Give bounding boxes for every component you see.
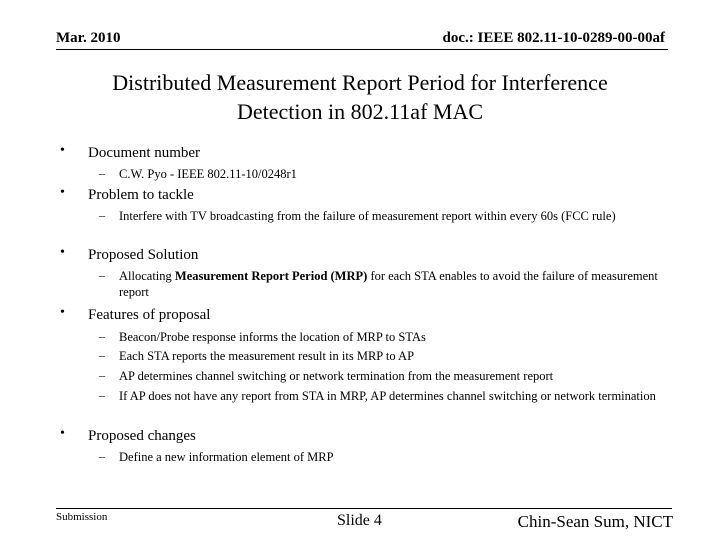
bullet-icon: • [60,185,65,200]
bullet-label: Proposed Solution [88,247,199,263]
bullet-icon: • [60,305,65,320]
bullet-label: Document number [88,145,201,161]
header-date: Mar. 2010 [56,30,121,46]
dash-icon: – [99,166,105,180]
mrp-term: Measurement Report Period (MRP) [174,269,368,283]
sub-item-text: Define a new information element of MRP [119,450,334,464]
sub-item-text: Beacon/Probe response informs the location of MRP to STAs [119,330,426,344]
bullet-icon: • [60,143,65,158]
dash-icon: – [99,208,105,222]
sub-item-text: If AP does not have any report from STA in MRP, AP determines channel switching or network termination [119,389,656,403]
bullet-icon: • [60,426,65,441]
dash-icon: – [99,268,105,282]
footer-author: Chin-Sean Sum, NICT [517,512,673,531]
dash-icon: – [99,348,105,362]
slide-title-line-1: Distributed Measurement Report Period for Interference [112,70,608,95]
bullet-icon: • [60,245,65,260]
slide-title-line-2: Detection in 802.11af MAC [236,99,484,124]
footer-submission: Submission [56,511,108,523]
sub-item-text: AP determines channel switching or network termination from the measurement report [119,369,554,383]
footer-slide-number: Slide 4 [337,512,382,529]
slide-title [40,68,680,126]
sub-item-text: C.W. Pyo - IEEE 802.11-10/0248r1 [119,167,297,181]
dash-icon: – [99,388,105,402]
sub-text-after: for each STA enables to avoid the failure of measurement report [119,269,658,299]
bullet-label: Problem to tackle [88,187,194,203]
bullet-label: Features of proposal [88,307,211,323]
sub-item-text: Interfere with TV broadcasting from the failure of measurement report within every 60s (FCC rule) [119,209,616,223]
bullet-label: Proposed changes [88,428,196,444]
sub-item-text: Each STA reports the measurement result in its MRP to AP [119,349,415,363]
header-divider [56,49,668,50]
footer-divider [56,508,672,509]
dash-icon: – [99,449,105,463]
sub-text-before: Allocating [119,269,175,283]
dash-icon: – [99,329,105,343]
sub-item-text [119,268,667,300]
header-doc-number: doc.: IEEE 802.11-10-0289-00-00af [442,30,665,46]
dash-icon: – [99,368,105,382]
